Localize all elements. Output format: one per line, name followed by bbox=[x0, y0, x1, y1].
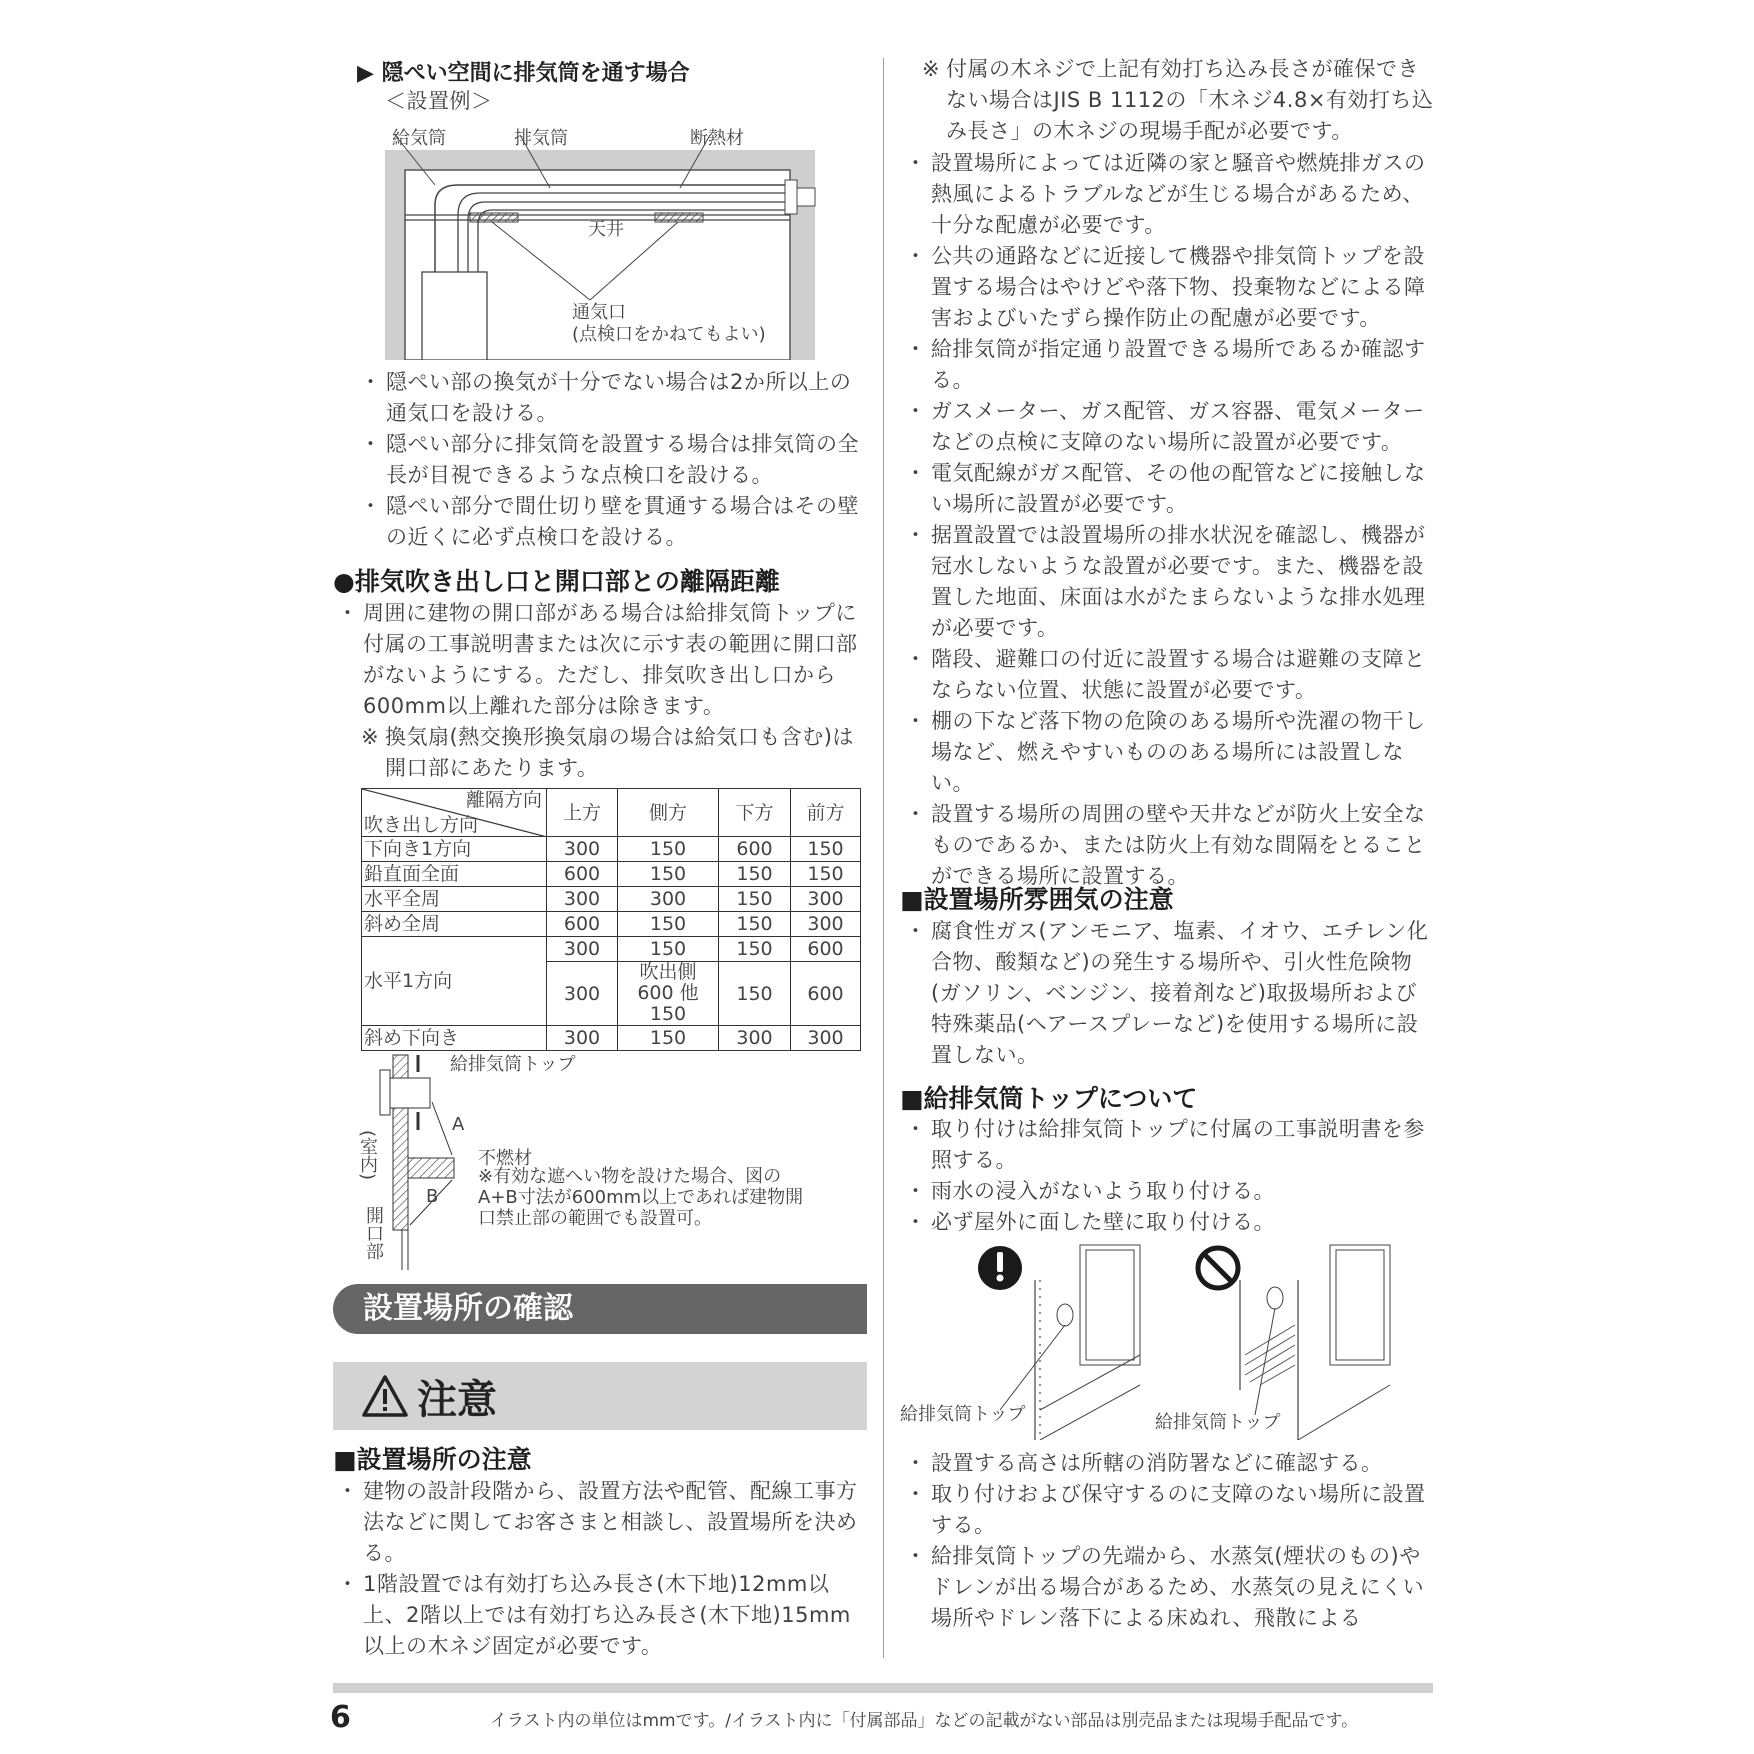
non-combustible-shield bbox=[408, 1158, 454, 1178]
water-heater-unit bbox=[422, 272, 487, 360]
label-ceiling: 天井 bbox=[588, 219, 624, 240]
table-row: 300 吹出側600 他150 150 600 bbox=[362, 962, 861, 1026]
concealed-heading: ▶ 隠ぺい空間に排気筒を通す場合 bbox=[357, 61, 690, 86]
label-insulation: 断熱材 bbox=[690, 128, 744, 149]
location-heading: ■設置場所の注意 bbox=[333, 1445, 532, 1474]
label-vent-top: 給排気筒トップ bbox=[450, 1054, 576, 1075]
table-row: 鉛直面全面 600 150 150 150 bbox=[362, 862, 861, 887]
concealed-bullet-list bbox=[360, 367, 870, 553]
vent-top-bad bbox=[1267, 1287, 1283, 1309]
caution-box bbox=[333, 1362, 867, 1430]
concealed-space-diagram bbox=[380, 120, 820, 360]
table-row: 斜め下向き 300 150 300 300 bbox=[362, 1026, 861, 1051]
vent-top-bullet-list bbox=[905, 1114, 1438, 1238]
list-item: ・ 1階設置では有効打ち込み長さ(木下地)12mm以上、2階以上では有効打ち込み長さ(木下地)15mm以上の木ネジ固定が必要です。 bbox=[337, 1569, 872, 1662]
column-divider bbox=[883, 58, 884, 1658]
column-header: 下方 bbox=[719, 789, 791, 837]
circle-bullet-icon: ● bbox=[333, 567, 355, 596]
label-vent-top-bad: 給排気筒トップ bbox=[1155, 1412, 1281, 1433]
table-header-row bbox=[362, 789, 861, 837]
table-row: 水平1方向 300 150 150 600 bbox=[362, 937, 861, 962]
label-vent: 通気口 bbox=[572, 302, 626, 323]
vent-top-good bbox=[1057, 1304, 1073, 1326]
list-item: ・ 周囲に建物の開口部がある場合は給排気筒トップに付属の工事説明書または次に示す表の範囲に開口部がないようにする。ただし、排気吹き出し口から600mm以上離れた部分は除きます。 bbox=[337, 598, 872, 722]
label-vent-note: (点検口をかねてもよい) bbox=[572, 324, 766, 345]
atmosphere-text bbox=[905, 916, 1438, 1071]
atmosphere-heading: ■設置場所雰囲気の注意 bbox=[900, 885, 1174, 914]
separation-distance-table bbox=[361, 788, 861, 1051]
list-item: ・ 設置する場所の周囲の壁や天井などが防火上安全なものであるか、または防火上有効な間隔をとることができる場所に設置する。 bbox=[905, 799, 1438, 892]
footer-note: イラスト内の単位はmmです。/イラスト内に「付属部品」などの記載がない部品は別売品または現場手配品です。 bbox=[490, 1711, 1359, 1731]
caution-label: 注意 bbox=[417, 1376, 497, 1423]
dimension-a bbox=[432, 1102, 452, 1155]
list-item: ・ 取り付けは給排気筒トップに付属の工事説明書を参照する。 bbox=[905, 1114, 1438, 1176]
list-item: ・ 公共の通路などに近接して機器や排気筒トップを設置する場合はやけどや落下物、投棄物などによる障害およびいたずら操作防止の配慮が必要です。 bbox=[905, 241, 1438, 334]
shield-note: ※有効な遮へい物を設けた場合、図のA+B寸法が600mm以上であれば建物開口禁止部の範囲でも設置可。 bbox=[478, 1166, 804, 1229]
label-non-combustible: 不燃材 bbox=[478, 1148, 532, 1169]
list-item: ・ 設置場所によっては近隣の家と騒音や燃焼排ガスの熱風によるトラブルなどが生じる場合があるため、十分な配慮が必要です。 bbox=[905, 148, 1438, 241]
list-item: ・ 腐食性ガス(アンモニア、塩素、イオウ、エチレン化合物、酸類など)の発生する場所や、引火性危険物(ガソリン、ベンジン、接着剤など)取扱場所および特殊薬品(ヘアースプレーなど)を使用する場所に設置しない。 bbox=[905, 916, 1438, 1071]
square-bullet-icon: ■ bbox=[900, 1084, 924, 1113]
vent-top bbox=[390, 1078, 430, 1108]
label-indoor: (室内) bbox=[357, 1130, 378, 1181]
wall-terminal bbox=[785, 180, 797, 214]
page-number: 6 bbox=[330, 1700, 351, 1735]
right-bullet-list bbox=[905, 148, 1438, 892]
wall-mount-diagram bbox=[900, 1240, 1440, 1440]
separation-heading: ●排気吹き出し口と開口部との離隔距離 bbox=[333, 567, 780, 596]
section-banner: 設置場所の確認 bbox=[333, 1284, 867, 1334]
square-bullet-icon: ■ bbox=[333, 1445, 357, 1474]
separation-text bbox=[337, 598, 872, 784]
table-row: 水平全周 300 300 150 300 bbox=[362, 887, 861, 912]
label-opening: 開口部 bbox=[363, 1206, 384, 1260]
list-item: ・ 建物の設計段階から、設置方法や配管、配線工事方法などに関してお客さまと相談し、設置場所を決める。 bbox=[337, 1476, 872, 1569]
table-row: 斜め全周 600 150 150 300 bbox=[362, 912, 861, 937]
triangle-bullet-icon: ▶ bbox=[357, 61, 382, 86]
list-item: ・ 据置設置では設置場所の排水状況を確認し、機器が冠水しないような設置が必要です。また、機器を設置した地面、床面は水がたまらないような排水処理が必要です。 bbox=[905, 520, 1438, 644]
screw-note: ※ 付属の木ネジで上記有効打ち込み長さが確保できない場合はJIS B 1112の「木ネジ4.8×有効打ち込み長さ」の木ネジの現場手配が必要です。 bbox=[922, 57, 1434, 143]
list-item: ・ 隠ぺい部分で間仕切り壁を貫通する場合はその壁の近くに必ず点検口を設ける。 bbox=[360, 491, 870, 553]
list-item: ・ 給排気筒が指定通り設置できる場所であるか確認する。 bbox=[905, 334, 1438, 396]
column-header: 側方 bbox=[618, 789, 719, 837]
list-item: ・ 棚の下など落下物の危険のある場所や洗濯の物干し場など、燃えやすいもののある場所には設置しない。 bbox=[905, 706, 1438, 799]
table-corner-cell: 離隔方向 吹き出し方向 bbox=[362, 789, 547, 837]
separation-note: ※ 換気扇(熱交換形換気扇の場合は給気口も含む)は開口部にあたります。 bbox=[361, 725, 854, 780]
label-dimension-a: A bbox=[452, 1114, 465, 1135]
warning-triangle-icon bbox=[361, 1374, 409, 1418]
list-item: ・ 隠ぺい部の換気が十分でない場合は2か所以上の通気口を設ける。 bbox=[360, 367, 870, 429]
list-item: ・ 取り付けおよび保守するのに支障のない場所に設置する。 bbox=[905, 1479, 1438, 1541]
bottom-bullet-list bbox=[905, 1448, 1438, 1634]
list-item: ・ ガスメーター、ガス配管、ガス容器、電気メーターなどの点検に支障のない場所に設置が必要です。 bbox=[905, 396, 1438, 458]
table-row: 下向き1方向 300 150 600 150 bbox=[362, 837, 861, 862]
vent-opening-left bbox=[470, 213, 518, 222]
list-item: ・ 給排気筒トップの先端から、水蒸気(煙状のもの)やドレンが出る場合があるため、水蒸気の見えにくい場所やドレン落下による床ぬれ、飛散による bbox=[905, 1541, 1438, 1634]
vent-opening-right bbox=[655, 213, 703, 222]
list-item: ・ 隠ぺい部分に排気筒を設置する場合は排気筒の全長が目視できるような点検口を設ける。 bbox=[360, 429, 870, 491]
square-bullet-icon: ■ bbox=[900, 885, 924, 914]
vent-top-heading: ■給排気筒トップについて bbox=[900, 1084, 1198, 1113]
shield-diagram bbox=[357, 1050, 860, 1270]
column-header: 上方 bbox=[547, 789, 618, 837]
location-bullet-list bbox=[337, 1476, 872, 1662]
label-intake-pipe: 給気筒 bbox=[392, 128, 446, 149]
label-dimension-b: B bbox=[426, 1186, 439, 1207]
list-item: ・ 設置する高さは所轄の消防署などに確認する。 bbox=[905, 1448, 1438, 1479]
label-vent-top-good: 給排気筒トップ bbox=[900, 1404, 1026, 1425]
example-label: ＜設置例＞ bbox=[385, 89, 493, 113]
list-item: ・ 雨水の浸入がないよう取り付ける。 bbox=[905, 1176, 1438, 1207]
list-item: ・ 電気配線がガス配管、その他の配管などに接触しない場所に設置が必要です。 bbox=[905, 458, 1438, 520]
list-item: ・ 階段、避難口の付近に設置する場合は避難の支障とならない位置、状態に設置が必要です。 bbox=[905, 644, 1438, 706]
footer-bar bbox=[333, 1683, 1433, 1693]
list-item: ・ 必ず屋外に面した壁に取り付ける。 bbox=[905, 1207, 1438, 1238]
label-exhaust-pipe: 排気筒 bbox=[514, 128, 568, 149]
column-header: 前方 bbox=[791, 789, 861, 837]
